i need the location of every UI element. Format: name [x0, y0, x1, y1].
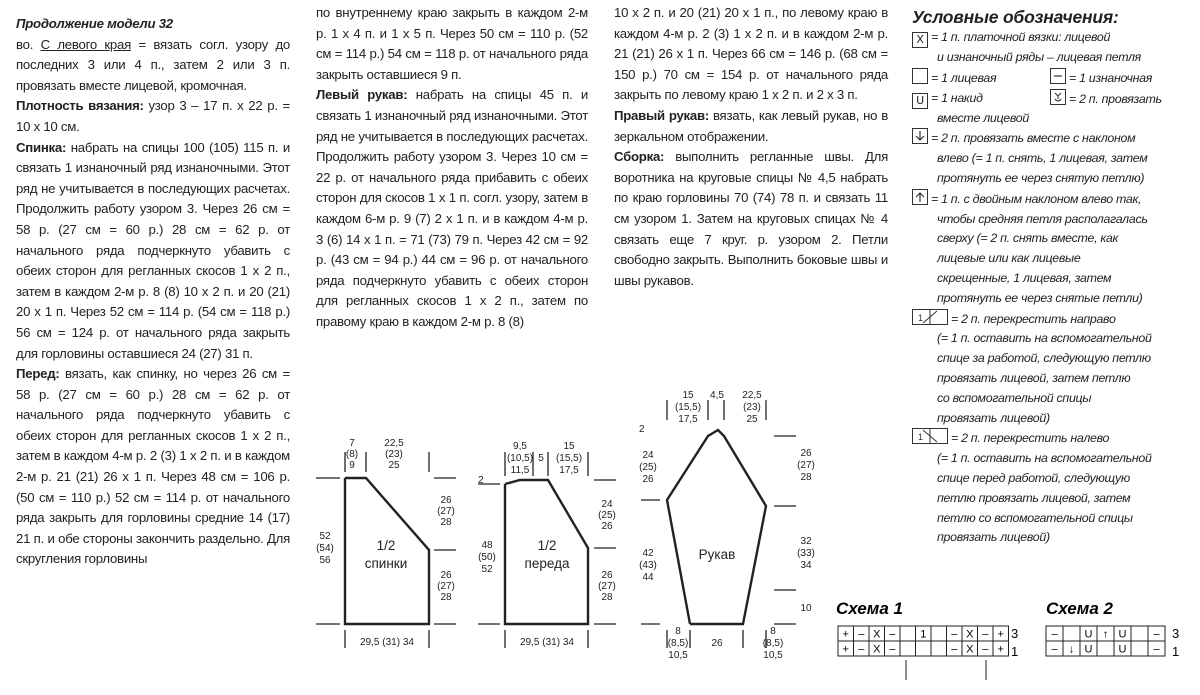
schema-2-symbol: ↓: [1068, 643, 1075, 656]
svg-text:(27): (27): [437, 581, 455, 592]
legend-cdd-line3: сверху (= 2 п. снять вместе, как: [937, 231, 1119, 246]
svg-text:5: 5: [538, 453, 544, 464]
schema-1-symbol: +: [997, 643, 1004, 656]
svg-text:(54): (54): [316, 543, 334, 554]
legend-cross-left-line2: (= 1 п. оставить на вспомогательной: [937, 451, 1152, 466]
svg-text:29,5 (31) 34: 29,5 (31) 34: [360, 637, 414, 648]
svg-text:25: 25: [746, 414, 758, 425]
svg-text:26: 26: [711, 638, 723, 649]
legend-ssk: = 2 п. провязать вместе с наклоном: [912, 128, 1194, 149]
paragraph-front: Перед: вязать, как спинку, но через 26 см = 58 р. (27 см = 60 р.) 28 см = 62 р. от начального ряда подчеркнуто убавить с обеих сторон для регланных скосов 1 х 2 п., затем в каждом 4-м р. 2 (3) 1 х 2 п. и в каждом 2-м р. 21 (21) 26 х 1 п. Через 48 см = 106 р. (50 см = 110 р.) 52 см = 114 р. от начального ряда закрыть для горловины средние 14 (17) 21 п. и обе стороны закончить раздельно. Для скругления горловины: [16, 366, 290, 567]
svg-text:10: 10: [800, 603, 812, 614]
back-diagram: [316, 438, 456, 648]
paragraph-right-sleeve: Правый рукав: вязать, как левый рукав, но в зеркальном отображении.: [614, 107, 888, 144]
legend-ssk-line3: протянуть ее через снятую петлю): [937, 170, 1145, 185]
legend-cross-right-line5: со вспомогательной спицы: [937, 390, 1092, 405]
legend-cross-left-line5: петлю со вспомогательной спицы: [937, 510, 1133, 525]
schema-1-title: Схема 1: [836, 599, 903, 618]
schema-2-title: Схема 2: [1046, 599, 1113, 618]
sleeve-label: Рукав: [698, 547, 736, 562]
svg-text:26: 26: [800, 448, 812, 459]
schema-1-cell: [916, 641, 932, 656]
schema-1-symbol: +: [842, 628, 849, 641]
legend-cross-right-line4: провязать лицевой, затем петлю: [937, 370, 1131, 385]
legend-cross-left-line3: спице перед работой, следующую: [937, 470, 1130, 485]
schema-1-cell: [931, 626, 947, 641]
svg-text:28: 28: [601, 592, 613, 603]
continuation-heading: Продолжение модели 32: [16, 16, 173, 31]
svg-text:15: 15: [563, 441, 575, 452]
svg-text:25: 25: [388, 460, 400, 471]
svg-text:42: 42: [642, 548, 654, 559]
svg-text:26: 26: [601, 521, 613, 532]
legend-cross-right-line3: спице за работой, следующую петлю: [937, 351, 1151, 366]
front-label-1: 1/2: [537, 538, 557, 553]
svg-text:9: 9: [349, 460, 355, 471]
schema-1-grid: [838, 626, 1009, 656]
legend-purl: = 1 изнаночная: [1050, 68, 1152, 89]
schema-2: [1046, 599, 1179, 659]
schema-2-cell: [1131, 626, 1148, 641]
cross-right-number: 1: [918, 312, 923, 323]
svg-text:(50): (50): [478, 552, 496, 563]
schema-2-symbol: –: [1153, 628, 1160, 641]
legend-yo-k2tog: U = 1 накид = 2 п. провязать: [912, 89, 1194, 109]
svg-text:44: 44: [642, 572, 654, 583]
schema-1-symbol: +: [842, 643, 849, 656]
svg-text:10,5: 10,5: [763, 650, 783, 661]
schema-2-cell: [1063, 626, 1080, 641]
schema-1-symbol: –: [982, 628, 989, 641]
front-label-2: переда: [524, 556, 570, 571]
paragraph-left-sleeve: Левый рукав: набрать на спицы 45 п. и связать 1 изнаночный ряд изнаночными. Этот ряд не учитывается в последующих расчетах. Продолжить работу узором 3. Через 10 см = 22 р. от начального ряда прибавить с обеих сторон для скосов 1 х 1 п. согл. узору, затем в каждом 6-м р. 9 (7) 2 х 1 п. и в каждом 4-м р. 3 (6) 14 х 1 п. = 71 (73) 79 п. Через 42 см = 92 р. (43 см = 94 р.) 44 см = 96 р. от начального ряда подчеркнуто убавить с обеих сторон для регланных скосов 1 х 2 п., затем по правому краю в каждом 2-м р. 8 (8): [316, 87, 588, 329]
schema-2-cell: [1131, 641, 1148, 656]
legend-cdd-line4: лицевые или как лицевые: [937, 251, 1081, 266]
svg-text:22,5: 22,5: [384, 438, 404, 449]
legend-cross-left: 1 = 2 п. перекрестить налево: [912, 428, 1194, 449]
svg-text:26: 26: [440, 570, 452, 581]
svg-text:52: 52: [481, 564, 493, 575]
schema-1-symbol: X: [966, 628, 974, 641]
schema-2-symbol: –: [1051, 628, 1058, 641]
legend-garter: X = 1 п. платочной вязки: лицевой: [912, 28, 1194, 48]
back-label-2: спинки: [364, 556, 408, 571]
svg-text:(25): (25): [639, 462, 657, 473]
svg-text:17,5: 17,5: [559, 465, 579, 476]
legend-cdd-line2: чтобы средняя петля располагалась: [937, 211, 1148, 226]
schema-1-cell: [900, 626, 916, 641]
schema-2-symbol: U: [1084, 643, 1093, 656]
front-diagram: [478, 441, 616, 648]
schema-1-symbol: –: [858, 643, 865, 656]
svg-text:(33): (33): [797, 548, 815, 559]
svg-text:(23): (23): [385, 449, 403, 460]
svg-text:(15,5): (15,5): [674, 402, 702, 413]
svg-text:(27): (27): [598, 581, 616, 592]
svg-text:(8,5): (8,5): [762, 638, 784, 649]
paragraph-back: Спинка: набрать на спицы 100 (105) 115 п. и связать 1 изнаночный ряд изнаночными. Этот ряд не учитывается в последующих расчетах. Продолжить работу узором 3. Через 26 см = 58 р. (27 см = 60 р.) 28 см = 62 р. от начального ряда подчеркнуто убавить с обеих сторон для регланных скосов 1 х 2 п., затем в каждом 2-м р. 8 (8) 10 х 2 п. и 20 (21) 20 х 1 п. Через 52 см = 114 р. (54 см = 118 р.) 56 см = 124 р. от начального ряда закрыть для горловины оставшиеся 24 (27) 31 п.: [16, 139, 290, 361]
schema-1-cell: [931, 641, 947, 656]
legend-knit-purl: = 1 лицевая = 1 изнаночная: [912, 68, 1194, 89]
svg-text:11,5: 11,5: [510, 465, 530, 476]
front-marker: 2: [478, 475, 484, 486]
legend-k2tog: = 2 п. провязать: [1050, 89, 1162, 110]
legend-k2tog-line2: вместе лицевой: [937, 110, 1029, 125]
svg-text:28: 28: [800, 472, 812, 483]
legend-cross-right-line2: (= 1 п. оставить на вспомогательной: [937, 331, 1152, 346]
svg-text:34: 34: [800, 560, 812, 571]
schema-1-symbol: X: [966, 643, 974, 656]
legend-garter-line2: и изнаночный ряды – лицевая петля: [937, 50, 1141, 64]
svg-text:(8,5): (8,5): [667, 638, 689, 649]
back-label-1: 1/2: [376, 538, 396, 553]
schema-1-symbol: X: [873, 643, 881, 656]
yarn-over-icon: U: [912, 93, 928, 109]
svg-text:(23): (23): [743, 402, 761, 413]
sleeve-dims: [639, 390, 815, 661]
svg-text:15: 15: [682, 390, 694, 401]
schema-2-symbol: U: [1118, 628, 1127, 641]
schema-2-symbol: –: [1153, 643, 1160, 656]
svg-text:(43): (43): [639, 560, 657, 571]
schema-2-cell: [1097, 641, 1114, 656]
svg-text:7: 7: [349, 438, 355, 449]
svg-text:28: 28: [440, 592, 452, 603]
paragraph-left-edge: во. С левого края = вязать согл. узору до последних 3 или 4 п., затем 2 или 3 п. провязать вместе лицевой, кромочная.: [16, 36, 290, 93]
svg-text:(15,5): (15,5): [555, 453, 583, 464]
svg-text:26: 26: [601, 570, 613, 581]
svg-text:29,5 (31) 34: 29,5 (31) 34: [520, 637, 574, 648]
svg-text:(8): (8): [345, 449, 359, 460]
svg-text:26: 26: [642, 474, 654, 485]
svg-text:17,5: 17,5: [678, 414, 698, 425]
svg-text:26: 26: [440, 495, 452, 506]
schema-1-symbol: –: [889, 643, 896, 656]
cross-left-number: 1: [918, 432, 923, 443]
legend-cdd-line5: скрещенные, 1 лицевая, затем: [937, 270, 1112, 285]
schema-1-symbol: –: [951, 628, 958, 641]
svg-text:24: 24: [642, 450, 654, 461]
schema-1-row-3: 3: [1011, 626, 1019, 641]
svg-text:8: 8: [675, 626, 681, 637]
schema-1: [836, 599, 1018, 680]
svg-text:56: 56: [319, 555, 331, 566]
legend-cross-right: 1 = 2 п. перекрестить направо: [912, 309, 1194, 330]
garter-stitch-icon: X: [912, 32, 928, 48]
schema-1-symbol: –: [951, 643, 958, 656]
sleeve-marker: 2: [639, 424, 645, 435]
schema-2-row-1: 1: [1172, 644, 1180, 659]
schema-1-symbol: 1: [920, 628, 927, 641]
schema-1-symbol: –: [858, 628, 865, 641]
schema-2-symbol: ↑: [1102, 628, 1109, 641]
legend-cdd-line6: протянуть ее через снятые петли): [937, 290, 1143, 305]
svg-text:52: 52: [319, 531, 331, 542]
svg-text:(27): (27): [437, 506, 455, 517]
schema-1-symbol: +: [997, 628, 1004, 641]
svg-text:8: 8: [770, 626, 776, 637]
schema-2-symbol: –: [1051, 643, 1058, 656]
paragraph-gauge: Плотность вязания: узор 3 – 17 п. х 22 р. = 10 х 10 см.: [16, 98, 290, 134]
schema-1-cell: [900, 641, 916, 656]
svg-text:9,5: 9,5: [513, 441, 527, 452]
paragraph-sleeve-cont: 10 х 2 п. и 20 (21) 20 х 1 п., по левому краю в каждом 4-м р. 2 (3) 1 х 2 п. и в каждом 2-м р. 21 (21) 26 х 1 п. Через 66 см = 146 р. (68 см = 150 р.) 70 см = 154 р. от начального ряда закрыть по левому краю 1 х 2 п. и 2 х 3 п.: [614, 5, 888, 103]
svg-text:(10,5): (10,5): [506, 453, 534, 464]
legend-cross-left-line4: петлю провязать лицевой, затем: [937, 490, 1131, 505]
schema-2-symbol: U: [1084, 628, 1093, 641]
schema-2-symbol: U: [1118, 643, 1127, 656]
legend-cross-right-line6: провязать лицевой): [937, 410, 1050, 425]
schema-2-row-3: 3: [1172, 626, 1180, 641]
svg-text:28: 28: [440, 517, 452, 528]
schema-2-grid: [1046, 626, 1165, 656]
paragraph-front-neck: по внутреннему краю закрыть в каждом 2-м р. 1 х 4 п. и 1 х 5 п. Через 50 см = 110 р. (52 см = 114 р.) 54 см = 118 р. от начального ряда закрыть оставшиеся 9 п.: [316, 5, 588, 82]
sleeve-diagram: [639, 390, 815, 661]
legend-cross-left-line6: провязать лицевой): [937, 530, 1050, 545]
paragraph-assembly: Сборка: выполнить регланные швы. Для воротника на круговые спицы № 4,5 набрать по краю горловины 70 (74) 78 п. и связать 11 см узором 1. Затем на круговых спицах № 4 связать еще 7 круг. р. узором 2. Петли свободно закрыть. Выполнить боковые швы и швы рукавов.: [614, 149, 888, 288]
legend-cdd: = 1 п. с двойным наклоном влево так,: [912, 189, 1194, 210]
svg-text:48: 48: [481, 540, 493, 551]
schema-1-row-1: 1: [1011, 644, 1019, 659]
schema-1-symbol: X: [873, 628, 881, 641]
svg-text:32: 32: [800, 536, 812, 547]
svg-text:22,5: 22,5: [742, 390, 762, 401]
legend-ssk-line2: влево (= 1 п. снять, 1 лицевая, затем: [937, 151, 1148, 166]
schema-1-symbol: –: [889, 628, 896, 641]
schema-1-symbol: –: [982, 643, 989, 656]
svg-text:(25): (25): [598, 510, 616, 521]
legend-title: Условные обозначения:: [912, 7, 1119, 27]
svg-text:(27): (27): [797, 460, 815, 471]
svg-text:24: 24: [601, 499, 613, 510]
svg-text:10,5: 10,5: [668, 650, 688, 661]
svg-text:4,5: 4,5: [710, 390, 724, 401]
